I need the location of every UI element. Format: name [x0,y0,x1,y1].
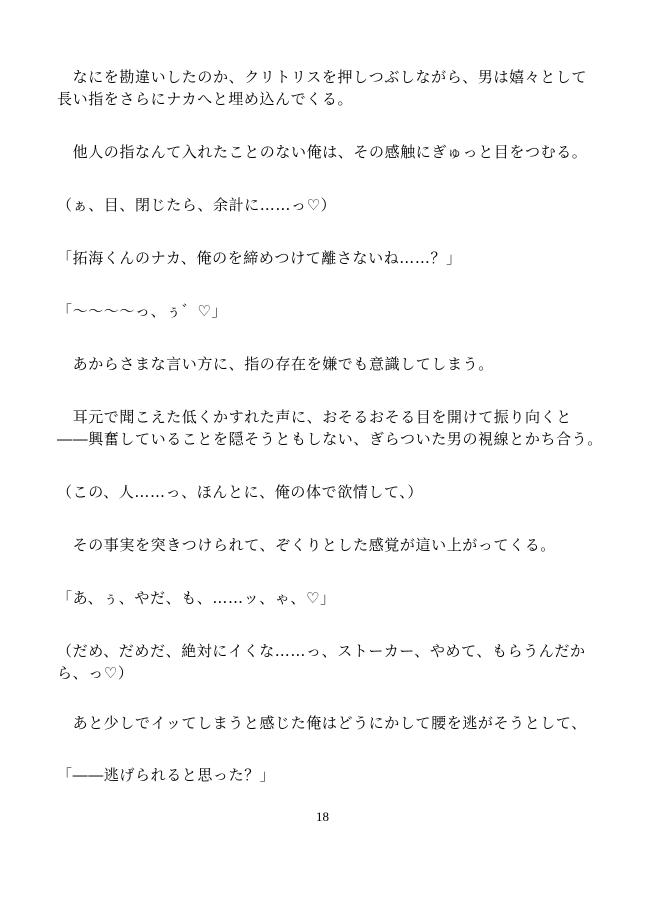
page-number: 18 [316,809,329,824]
text-line: なにを勘違いしたのか、クリトリスを押しつぶしながら、男は嬉々として [57,68,588,86]
text-line: 「～～～～っ、ぅ゛♡」 [57,302,228,320]
text-line: 耳元で聞こえた低くかすれた声に、おそるおそる目を開けて振り向くと [57,408,572,426]
text-line: あと少しでイッてしまうと感じた俺はどうにかして腰を逃がそうとして、 [57,714,587,732]
text-line: 長い指をさらにナカへと埋め込んでくる。 [57,90,354,108]
text-line: あからさまな言い方に、指の存在を嫌でも意識してしまう。 [57,355,494,373]
text-line: 「拓海くんのナカ、俺のを締めつけて離さないね……？」 [57,249,462,267]
text-line: 「あ、ぅ、やだ、も、……ッ、ゃ、♡」 [57,589,336,607]
text-line: （ぁ、目、閉じたら、余計に……っ♡） [57,196,337,214]
text-line: ――興奮していることを隠そうともしない、ぎらついた男の視線とかち合う。 [57,430,603,448]
text-line: 他人の指なんて入れたことのない俺は、その感触にぎゅっと目をつむる。 [57,143,588,161]
text-line: ら、っ♡） [57,664,134,682]
text-line: その事実を突きつけられて、ぞくりとした感覚が這い上がってくる。 [57,536,556,554]
text-line: （だめ、だめだ、絶対にイくな……っ、ストーカー、やめて、もらうんだか [57,642,586,660]
text-line: （この、人……っ、ほんとに、俺の体で欲情して、） [57,483,424,501]
text-line: 「――逃げられると思った？」 [57,766,276,784]
